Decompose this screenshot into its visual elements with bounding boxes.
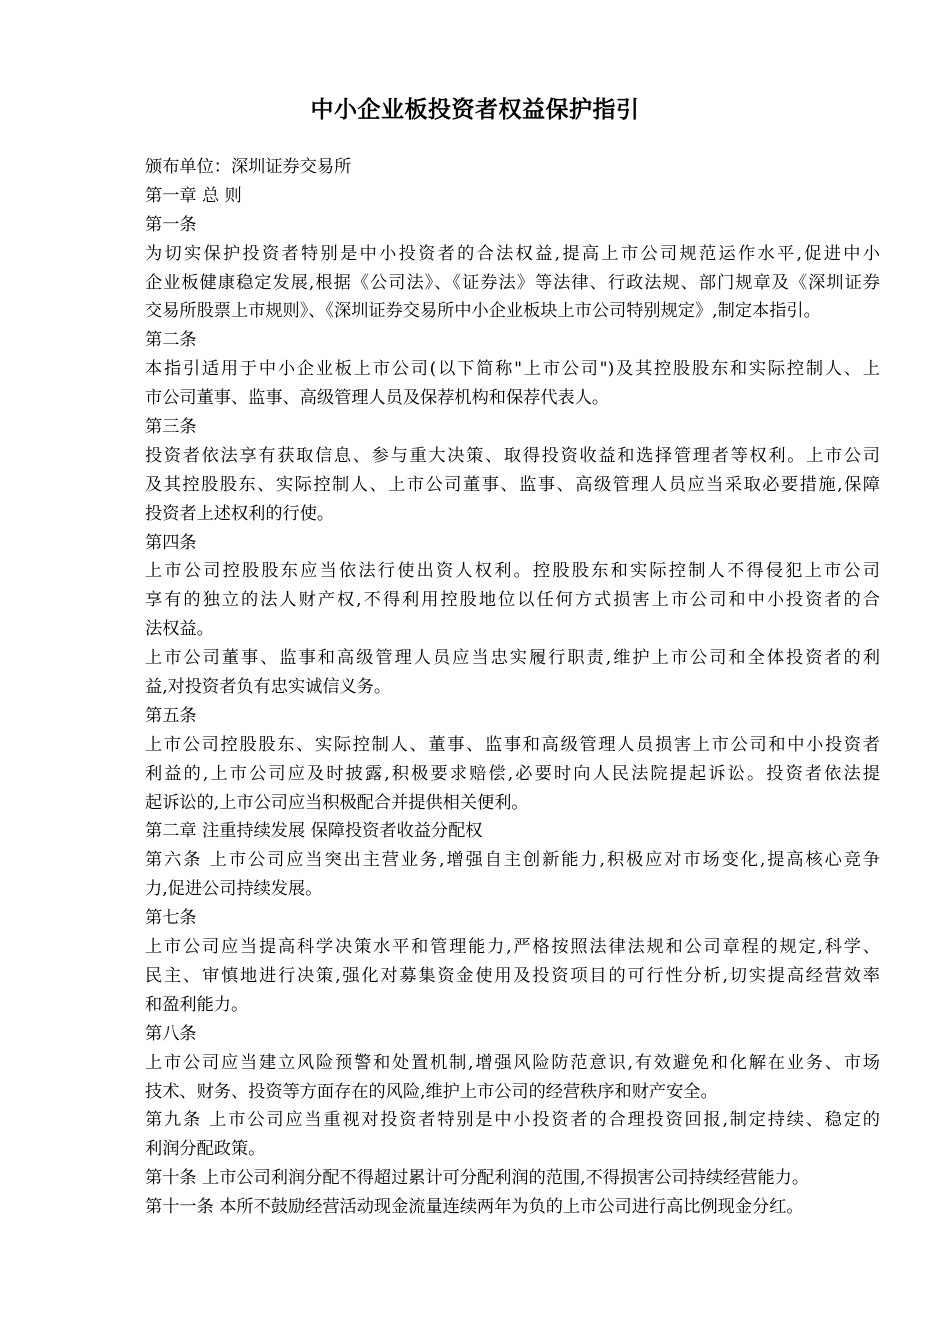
paragraph-line: 利益的,上市公司应及时披露,积极要求赔偿,必要时向人民法院提起诉讼。投资者依法提	[145, 763, 880, 784]
paragraph-line: 投资者依法享有获取信息、参与重大决策、取得投资收益和选择管理者等权利。上市公司	[145, 445, 880, 466]
paragraph-line: 利润分配政策。	[145, 1139, 266, 1160]
paragraph-line: 民主、审慎地进行决策,强化对募集资金使用及投资项目的可行性分析,切实提高经营效率	[145, 965, 880, 986]
article-heading: 第三条	[145, 417, 197, 438]
paragraph-line: 上市公司应当建立风险预警和处置机制,增强风险防范意识,有效避免和化解在业务、市场	[145, 1052, 880, 1073]
chapter-heading: 第二章 注重持续发展 保障投资者收益分配权	[145, 821, 483, 842]
paragraph-line: 投资者上述权利的行使。	[145, 503, 335, 524]
article-heading: 第一条	[145, 214, 197, 235]
chapter-heading: 第一章 总 则	[145, 185, 242, 206]
article-heading: 第七条	[145, 908, 197, 929]
paragraph-line: 上市公司控股股东、实际控制人、董事、监事和高级管理人员损害上市公司和中小投资者	[145, 734, 880, 755]
paragraph-line: 市公司董事、监事、高级管理人员及保荐机构和保荐代表人。	[145, 388, 610, 409]
paragraph-line: 第十条 上市公司利润分配不得超过累计可分配利润的范围,不得损害公司持续经营能力。	[145, 1168, 810, 1189]
article-heading: 第二条	[145, 330, 197, 351]
paragraph-line: 上市公司控股股东应当依法行使出资人权利。控股股东和实际控制人不得侵犯上市公司	[145, 561, 880, 582]
paragraph-line: 技术、财务、投资等方面存在的风险,维护上市公司的经营秩序和财产安全。	[145, 1081, 718, 1102]
paragraph-line: 上市公司应当提高科学决策水平和管理能力,严格按照法律法规和公司章程的规定,科学、	[145, 937, 880, 958]
paragraph-line: 本指引适用于中小企业板上市公司(以下简称"上市公司")及其控股股东和实际控制人、上	[145, 359, 880, 380]
document-body	[145, 153, 880, 1222]
paragraph-line: 及其控股股东、实际控制人、上市公司董事、监事、高级管理人员应当采取必要措施,保障	[145, 474, 880, 495]
issuer-line: 颁布单位：深圳证券交易所	[145, 157, 352, 177]
paragraph-line: 第九条 上市公司应当重视对投资者特别是中小投资者的合理投资回报,制定持续、稳定的	[145, 1110, 880, 1131]
paragraph-line: 益,对投资者负有忠实诚信义务。	[145, 677, 392, 698]
paragraph-line: 为切实保护投资者特别是中小投资者的合法权益,提高上市公司规范运作水平,促进中小	[145, 243, 880, 264]
paragraph-line: 上市公司董事、监事和高级管理人员应当忠实履行职责,维护上市公司和全体投资者的利	[145, 648, 880, 669]
article-heading: 第八条	[145, 1023, 197, 1044]
article-heading: 第五条	[145, 705, 197, 726]
paragraph-line: 起诉讼的,上市公司应当积极配合并提供相关便利。	[145, 792, 529, 813]
paragraph-line: 和盈利能力。	[145, 994, 249, 1015]
document-title: 中小企业板投资者权益保护指引	[310, 97, 640, 123]
paragraph-line: 第十一条 本所不鼓励经营活动现金流量连续两年为负的上市公司进行高比例现金分红。	[145, 1197, 804, 1218]
paragraph-line: 第六条 上市公司应当突出主营业务,增强自主创新能力,积极应对市场变化,提高核心竞争	[145, 850, 880, 871]
paragraph-line: 交易所股票上市规则》、《深圳证券交易所中小企业板块上市公司特别规定》,制定本指引。	[145, 301, 821, 322]
paragraph-line: 企业板健康稳定发展,根据《公司法》、《证券法》等法律、行政法规、部门规章及《深圳证券	[145, 272, 880, 293]
paragraph-line: 力,促进公司持续发展。	[145, 879, 323, 900]
article-heading: 第四条	[145, 532, 197, 553]
paragraph-line: 享有的独立的法人财产权,不得利用控股地位以任何方式损害上市公司和中小投资者的合	[145, 590, 880, 611]
paragraph-line: 法权益。	[145, 619, 214, 640]
